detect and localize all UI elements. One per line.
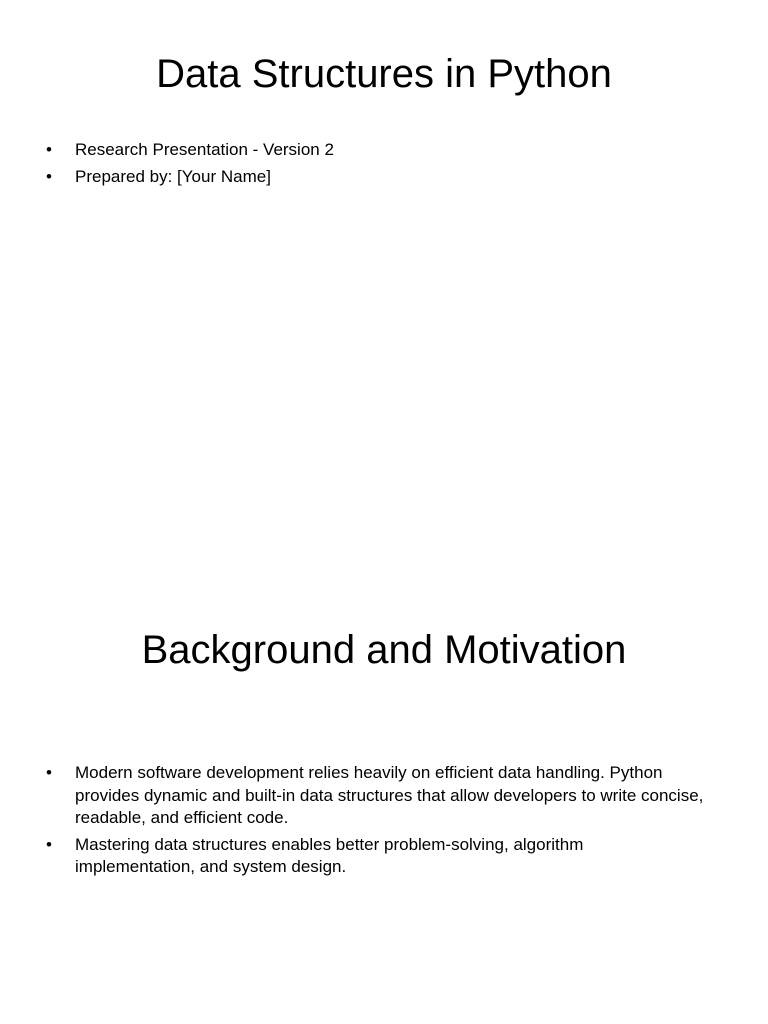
bullet-icon: • [46, 140, 52, 159]
bullet-icon: • [46, 166, 52, 186]
bullet-item [46, 166, 706, 189]
bullet-icon: • [46, 763, 52, 782]
bullet-item [46, 834, 706, 879]
bullet-icon: • [46, 834, 52, 854]
slide-title: Background and Motivation [141, 628, 627, 672]
bullet-text: Research Presentation - Version 2 [75, 140, 334, 159]
bullet-item [46, 139, 706, 162]
bullet-text: Modern software development relies heavily on efficient data handling. Python provides dynamic and built-in data structures that allow developers to write concise, readable, and efficient code. [75, 763, 704, 827]
bullet-list [46, 762, 706, 883]
bullet-text: Mastering data structures enables better problem-solving, algorithm implementation, and system design. [75, 834, 584, 876]
bullet-list [46, 139, 706, 192]
slide-background-motivation [0, 576, 768, 1024]
bullet-item [46, 762, 706, 830]
bullet-text: Prepared by: [Your Name] [75, 166, 271, 186]
slide-title: Data Structures in Python [156, 52, 612, 96]
